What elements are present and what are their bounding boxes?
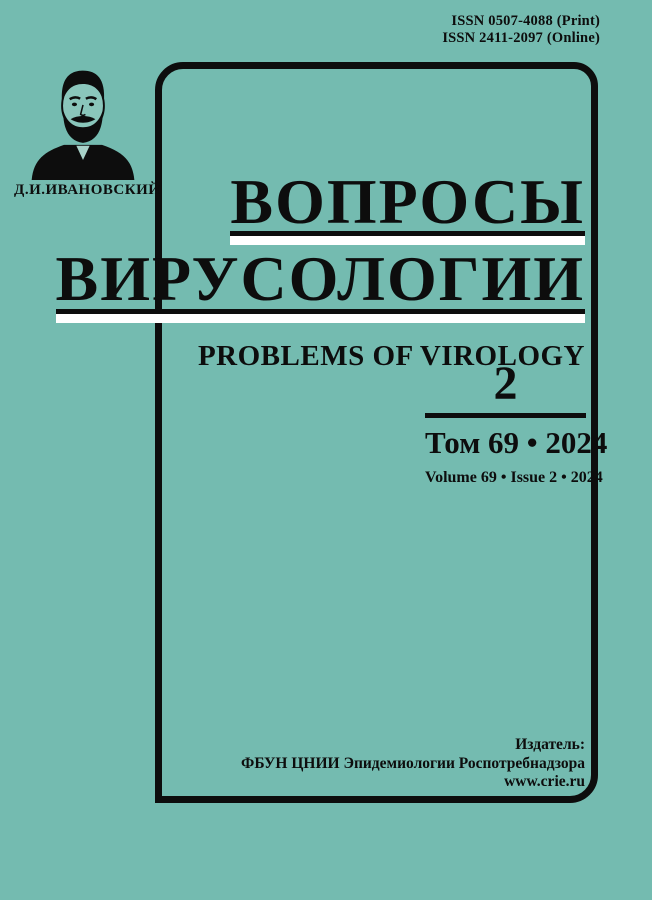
journal-title-ru-line1: ВОПРОСЫ	[230, 166, 585, 237]
publisher-label: Издатель:	[515, 736, 585, 753]
issn-print: ISSN 0507-4088 (Print)	[451, 13, 600, 29]
issn-online: ISSN 2411-2097 (Online)	[442, 30, 600, 46]
ivanovsky-portrait-icon	[20, 64, 146, 180]
issn-block	[442, 13, 600, 47]
title-block	[55, 166, 586, 373]
issue-block	[425, 357, 608, 487]
volume-info-en: Volume 69 • Issue 2 • 2024	[425, 468, 603, 486]
volume-info-ru: Том 69 • 2024	[425, 425, 608, 460]
publisher-name: ФБУН ЦНИИ Эпидемиологии Роспотребнадзора	[241, 754, 585, 772]
publisher-website: www.crie.ru	[504, 773, 585, 790]
journal-title-ru-line2: ВИРУСОЛОГИИ	[55, 243, 585, 315]
issue-number: 2	[493, 357, 518, 410]
journal-title-en: PROBLEMS OF VIROLOGY	[197, 339, 585, 372]
publisher-block	[241, 736, 585, 792]
portrait-caption: Д.И.ИВАНОВСКИЙ	[14, 182, 161, 198]
issue-divider-rule	[425, 413, 586, 418]
